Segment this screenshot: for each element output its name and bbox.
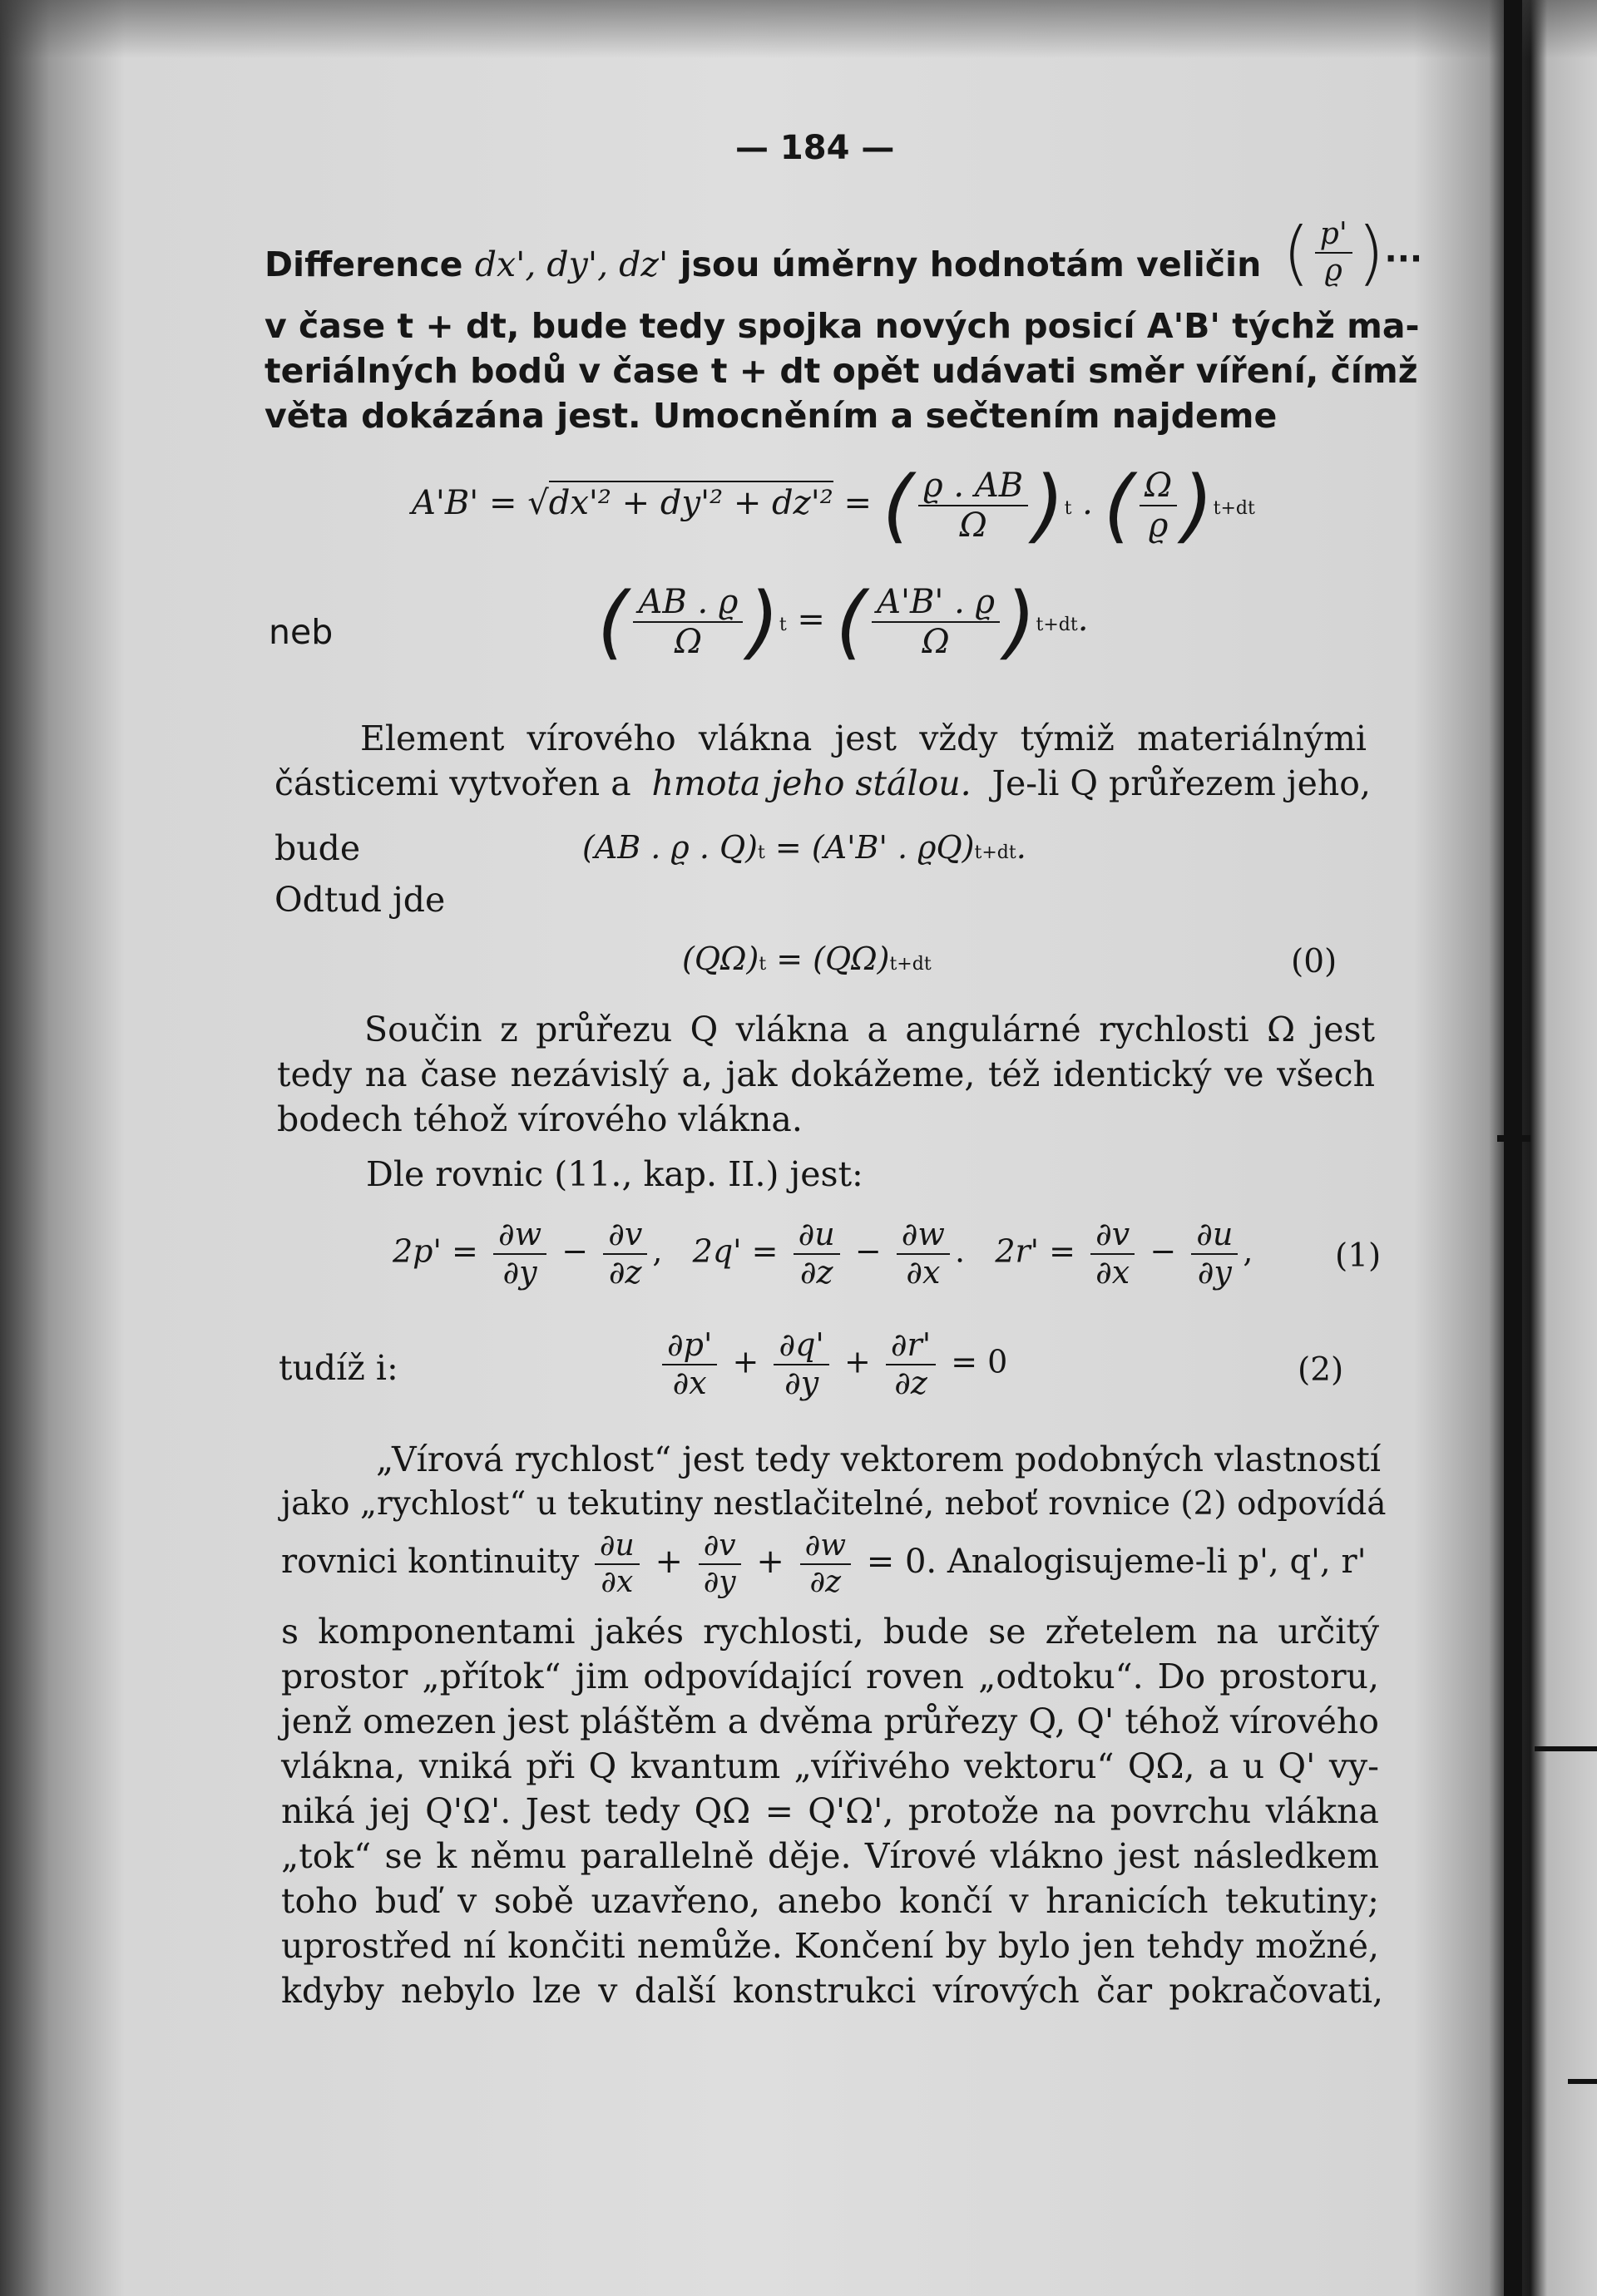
fraction-numerator: ∂u [794, 1218, 840, 1255]
equation-0 [682, 943, 932, 975]
fraction-denominator: ∂x [1095, 1253, 1130, 1291]
subscript: t [758, 842, 765, 863]
label-neb: neb [269, 612, 334, 652]
subscript: t [759, 954, 767, 975]
text-line [274, 763, 1371, 803]
period: . [1077, 600, 1089, 639]
fraction-denominator: ∂z [809, 1564, 842, 1599]
fraction-numerator: ∂v [603, 1218, 647, 1255]
equals-sign: = [764, 829, 812, 866]
fraction-numerator: ∂u [1191, 1218, 1238, 1255]
plus-sign: + [843, 1343, 871, 1380]
text: = 0. Analogisujeme-li p', q', r' [866, 1542, 1367, 1581]
ellipsis: ... [1384, 231, 1423, 270]
sqrt-content: dx'² + dy'² + dz'² [549, 481, 833, 522]
fraction-numerator: ∂q' [774, 1329, 828, 1365]
math-vars: dx', dy', dz' [474, 244, 669, 284]
fraction-numerator: ∂p' [662, 1329, 717, 1365]
fraction-denominator: ∂z [608, 1253, 642, 1291]
text-line [265, 244, 1262, 284]
fraction-denominator: ∂y [1197, 1253, 1232, 1291]
minus-sign: − [561, 1232, 589, 1270]
plus-sign: + [732, 1343, 759, 1380]
text-line: kdyby nebylo lze v další konstrukci vírových čar pokračovati, [281, 1971, 1383, 2011]
label-tudiz: tudíž i: [279, 1348, 398, 1388]
text: rovnici kontinuity [281, 1542, 580, 1581]
equation-number: (1) [1335, 1237, 1382, 1275]
math-text: (AB . ϱ . Q) [582, 829, 758, 866]
fraction-numerator: ∂u [595, 1530, 640, 1565]
plus-sign: + [655, 1542, 683, 1581]
math-text: 2r' = [995, 1232, 1076, 1270]
equation-1 [393, 1218, 1253, 1290]
equals-sign: = [843, 484, 872, 522]
fraction-numerator: ∂w [800, 1530, 851, 1565]
comma: , [652, 1232, 663, 1270]
fraction-numerator: ∂v [1090, 1218, 1135, 1255]
text-line: Dle rovnic (11., kap. II.) jest: [366, 1154, 863, 1194]
fraction-denominator: ∂y [502, 1253, 537, 1291]
fraction-numerator: ∂v [699, 1530, 741, 1565]
text-line: bodech téhož vírového vlákna. [277, 1099, 803, 1139]
equals-sign: = [766, 941, 813, 977]
subscript: t+dt [889, 954, 932, 975]
fraction-denominator: Ω [674, 623, 703, 661]
fraction-numerator: ϱ . AB [918, 468, 1028, 506]
math-text: = 0 [951, 1343, 1008, 1380]
text-line: niká jej Q'Ω'. Jest tedy QΩ = Q'Ω', protože na povrchu vlákna [281, 1791, 1379, 1831]
equation-bude [582, 829, 1026, 866]
text-line: „Vírová rychlost“ jest tedy vektorem podobných vlastností [376, 1439, 1382, 1479]
period: . [954, 1232, 966, 1270]
text-line: věta dokázána jest. Umocněním a sečtením najdeme [265, 396, 1278, 436]
label-bude: bude [274, 828, 361, 868]
text: Difference [265, 244, 463, 284]
fraction-denominator: ϱ [1148, 506, 1169, 545]
math-text: (QΩ) [682, 941, 759, 977]
text-line: uprostřed ní končiti nemůže. Končení by bylo jen tehdy možné, [281, 1926, 1379, 1966]
minus-sign: − [1150, 1232, 1177, 1270]
subscript: t [779, 615, 787, 635]
fraction-numerator: A'B' . ϱ [872, 585, 1000, 623]
text-line: vlákna, vniká při Q kvantum „vířivého vektoru“ QΩ, a u Q' vy- [281, 1746, 1379, 1786]
fraction-numerator: ∂w [493, 1218, 546, 1255]
text-line: tedy na čase nezávislý a, jak dokážeme, též identický ve všech [277, 1054, 1375, 1094]
plus-sign: + [756, 1542, 784, 1581]
text: Je-li Q průřezem jeho, [991, 763, 1371, 803]
fraction-denominator: ϱ [1324, 254, 1342, 288]
math-text: A'B' [412, 484, 479, 522]
period: . [1016, 829, 1026, 866]
math-text: (QΩ) [813, 941, 890, 977]
math-text: 2p' = [393, 1232, 478, 1270]
math-fraction-group: ( $\frac{p'}{ϱ}$ )... [1283, 212, 1423, 294]
equals-sign: = [489, 484, 517, 522]
fraction-denominator: ∂y [784, 1364, 819, 1401]
emphasis: hmota jeho stálou. [651, 763, 972, 803]
text-line: Odtud jde [274, 880, 446, 920]
dot: . [1082, 484, 1093, 522]
text-line [281, 1530, 1367, 1598]
subscript: t+dt [1213, 498, 1255, 519]
text-line: jako „rychlost“ u tekutiny nestlačitelné, neboť rovnice (2) odpovídá [281, 1485, 1387, 1523]
math-text: (A'B' . ϱQ) [811, 829, 975, 866]
text-line: Součin z průřezu Q vlákna a angulárné rychlosti Ω jest [364, 1010, 1375, 1049]
equals-sign: = [797, 600, 825, 639]
fraction-denominator: ∂y [703, 1564, 736, 1599]
text-line: teriálných bodů v čase t + dt opět udávati směr víření, čímž [265, 351, 1418, 391]
text-line: „tok“ se k němu parallelně děje. Vírové vlákno jest následkem [281, 1836, 1379, 1876]
text-line: Element vírového vlákna jest vždy týmiž materiálnými [360, 718, 1367, 758]
text-line: v čase t + dt, bude tedy spojka nových posicí A'B' týchž ma- [265, 306, 1420, 346]
fraction-denominator: ∂z [894, 1364, 927, 1401]
fraction-numerator: ∂w [897, 1218, 950, 1255]
fraction-denominator: Ω [959, 506, 987, 545]
fraction-denominator: ∂x [906, 1253, 941, 1291]
fraction-denominator: ∂x [672, 1364, 707, 1401]
fraction-numerator: ∂r' [886, 1329, 936, 1365]
comma: , [1243, 1232, 1253, 1270]
fraction-numerator: p' [1315, 219, 1352, 254]
subscript: t+dt [974, 842, 1016, 863]
fraction-denominator: ∂x [601, 1564, 634, 1599]
text-line: s komponentami jakés rychlosti, bude se zřetelem na určitý [281, 1612, 1379, 1652]
page-number: — 184 — [735, 129, 895, 167]
equation-ab: A'B' = √dx'² + dy'² + dz'² = ( $\frac{ϱ . AB}{\Omega}$ )t . ( $\frac{\Omega}{ϱ}$ )t+dt [412, 459, 1255, 552]
fraction-numerator: AB . ϱ [633, 585, 743, 623]
subscript: t [1064, 498, 1072, 519]
fraction-denominator: Ω [922, 623, 950, 661]
text: jsou úměrny hodnotám veličin [680, 244, 1262, 284]
text-line: toho buď v sobě uzavřeno, anebo končí v hranicích tekutiny; [281, 1881, 1379, 1921]
text: částicemi vytvořen a [274, 763, 631, 803]
equation-number: (2) [1298, 1351, 1344, 1389]
text-line: jenž omezen jest pláštěm a dvěma průřezy Q, Q' téhož vírového [281, 1701, 1379, 1741]
equation-number: (0) [1291, 943, 1337, 980]
subscript: t+dt [1036, 615, 1078, 635]
minus-sign: − [854, 1232, 882, 1270]
fraction-denominator: ∂z [799, 1253, 833, 1291]
equation-2 [657, 1326, 1008, 1401]
fraction-numerator: Ω [1140, 468, 1177, 506]
text-line: prostor „přítok“ jim odpovídající roven „odtoku“. Do prostoru, [281, 1657, 1379, 1696]
math-text: 2q' = [692, 1232, 779, 1270]
equation-neb: ( $\frac{AB . ϱ}{\Omega}$ )t = ( $\frac{A'B' . ϱ}{\Omega}$ )t+dt. [597, 575, 1089, 669]
